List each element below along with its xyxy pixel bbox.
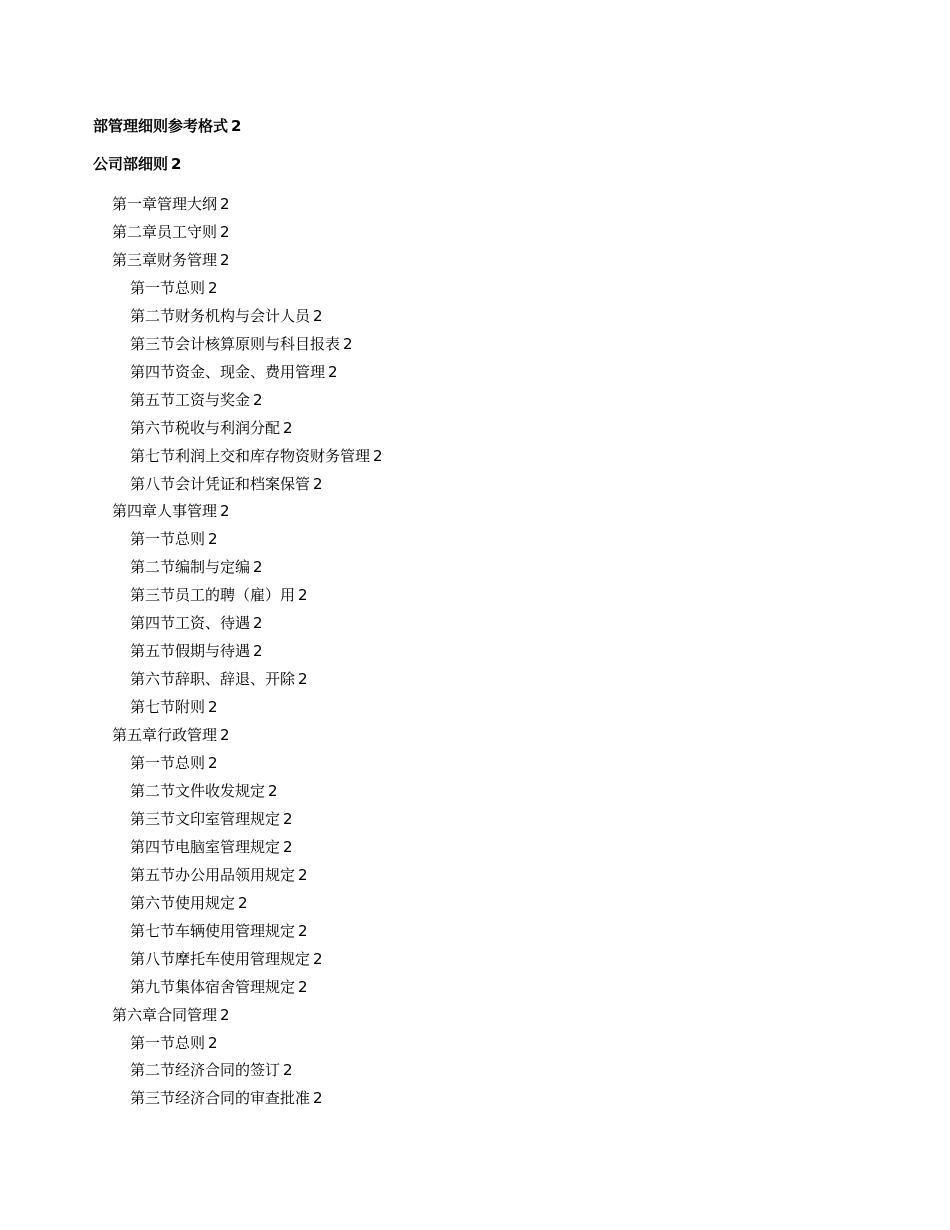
toc-page-number: 2	[220, 1005, 230, 1024]
toc-entry-level-3[interactable]	[130, 1033, 218, 1053]
toc-page-number: 2	[208, 278, 218, 297]
toc-entry-title: 第七节附则	[130, 698, 206, 717]
toc-entry-level-2[interactable]	[112, 1005, 230, 1025]
toc-page-number: 2	[220, 250, 230, 269]
toc-entry-level-3[interactable]	[130, 418, 293, 438]
toc-page-number: 2	[220, 222, 230, 241]
toc-entry-level-3[interactable]	[130, 446, 383, 466]
toc-entry-title: 第五章行政管理	[112, 726, 218, 745]
toc-entry-level-3[interactable]	[130, 977, 308, 997]
toc-page-number: 2	[238, 893, 248, 912]
toc-page-number: 2	[283, 418, 293, 437]
toc-entry-level-3[interactable]	[130, 1060, 293, 1080]
toc-entry-level-3[interactable]	[130, 753, 218, 773]
toc-entry-title: 第三章财务管理	[112, 250, 218, 269]
toc-page-number: 2	[373, 446, 383, 465]
toc-entry-title: 第一节总则	[130, 1033, 206, 1052]
toc-entry-level-3[interactable]	[130, 949, 323, 969]
toc-entry-level-3[interactable]	[130, 641, 263, 661]
toc-entry-level-3[interactable]	[130, 781, 278, 801]
toc-entry-title: 第四章人事管理	[112, 502, 218, 521]
toc-entry-level-3[interactable]	[130, 334, 353, 354]
toc-entry-title: 第八节会计凭证和档案保管	[130, 474, 311, 493]
toc-entry-level-3[interactable]	[130, 697, 218, 717]
toc-entry-level-3[interactable]	[130, 585, 308, 605]
toc-page-number: 2	[253, 390, 263, 409]
toc-page-number: 2	[298, 586, 308, 605]
toc-entry-level-1[interactable]	[93, 116, 241, 136]
toc-entry-title: 第四节资金、现金、费用管理	[130, 362, 326, 381]
toc-entry-level-3[interactable]	[130, 474, 323, 494]
toc-page-number: 2	[208, 698, 218, 717]
toc-page-number: 2	[171, 155, 182, 173]
toc-page-number: 2	[220, 502, 230, 521]
toc-entry-level-3[interactable]	[130, 557, 263, 577]
toc-entry-level-3[interactable]	[130, 837, 293, 857]
toc-entry-title: 第一节总则	[130, 530, 206, 549]
toc-page-number: 2	[298, 977, 308, 996]
toc-entry-title: 第一节总则	[130, 278, 206, 297]
toc-entry-title: 第四节工资、待遇	[130, 614, 251, 633]
toc-entry-title: 第六节税收与利润分配	[130, 418, 281, 437]
toc-page-number: 2	[343, 334, 353, 353]
toc-page-number: 2	[298, 670, 308, 689]
toc-entry-title: 第六节使用规定	[130, 893, 236, 912]
toc-entry-level-3[interactable]	[130, 390, 263, 410]
toc-page-number: 2	[298, 921, 308, 940]
toc-page-number: 2	[208, 754, 218, 772]
toc-entry-title: 第八节摩托车使用管理规定	[130, 949, 311, 968]
toc-entry-level-2[interactable]	[112, 250, 230, 270]
toc-page-number: 2	[283, 1061, 293, 1080]
toc-entry-title: 第三节文印室管理规定	[130, 809, 281, 828]
toc-page-number: 2	[220, 726, 230, 745]
toc-entry-level-1[interactable]	[93, 154, 181, 174]
toc-entry-level-3[interactable]	[130, 362, 338, 382]
toc-entry-title: 第六章合同管理	[112, 1005, 218, 1024]
toc-entry-title: 第一章管理大纲	[112, 195, 218, 213]
toc-entry-level-3[interactable]	[130, 613, 263, 633]
toc-page-number: 2	[313, 474, 323, 493]
toc-entry-title: 第六节辞职、辞退、开除	[130, 670, 296, 689]
toc-page-number: 2	[253, 558, 263, 577]
toc-entry-level-3[interactable]	[130, 893, 248, 913]
toc-page-number: 2	[298, 865, 308, 884]
toc-entry-level-3[interactable]	[130, 865, 308, 885]
toc-page-number: 2	[231, 117, 242, 135]
toc-page-number: 2	[313, 949, 323, 968]
toc-page-number: 2	[208, 1033, 218, 1052]
toc-entry-title: 第二节文件收发规定	[130, 781, 266, 800]
toc-entry-title: 第七节利润上交和库存物资财务管理	[130, 446, 371, 465]
toc-entry-level-2[interactable]	[112, 222, 230, 242]
toc-entry-title: 第三节会计核算原则与科目报表	[130, 334, 341, 353]
toc-entry-level-3[interactable]	[130, 1088, 323, 1108]
toc-entry-title: 第五节假期与待遇	[130, 642, 251, 661]
toc-entry-title: 部管理细则参考格式	[93, 117, 229, 135]
toc-page-number: 2	[313, 1089, 323, 1108]
toc-entry-level-3[interactable]	[130, 921, 308, 941]
toc-entry-title: 第五节工资与奖金	[130, 390, 251, 409]
toc-page-number: 2	[313, 306, 323, 325]
toc-entry-level-2[interactable]	[112, 194, 230, 214]
toc-page-number: 2	[208, 530, 218, 549]
toc-entry-title: 第五节办公用品领用规定	[130, 865, 296, 884]
toc-entry-level-2[interactable]	[112, 501, 230, 521]
toc-entry-level-3[interactable]	[130, 529, 218, 549]
toc-entry-level-3[interactable]	[130, 278, 218, 298]
toc-entry-title: 第二节编制与定编	[130, 558, 251, 577]
toc-entry-title: 第二章员工守则	[112, 222, 218, 241]
toc-entry-title: 第七节车辆使用管理规定	[130, 921, 296, 940]
toc-entry-title: 第一节总则	[130, 754, 206, 772]
toc-entry-level-3[interactable]	[130, 306, 323, 326]
toc-page-number: 2	[283, 809, 293, 828]
toc-page-number: 2	[220, 195, 230, 213]
toc-entry-title: 公司部细则	[93, 155, 169, 173]
toc-entry-title: 第三节经济合同的审查批准	[130, 1089, 311, 1108]
toc-entry-level-3[interactable]	[130, 809, 293, 829]
toc-page-number: 2	[253, 642, 263, 661]
toc-entry-title: 第九节集体宿舍管理规定	[130, 977, 296, 996]
toc-entry-title: 第二节经济合同的签订	[130, 1061, 281, 1080]
toc-page-number: 2	[283, 837, 293, 856]
toc-entry-level-2[interactable]	[112, 725, 230, 745]
toc-page-number: 2	[253, 614, 263, 633]
toc-page-number: 2	[268, 781, 278, 800]
toc-entry-level-3[interactable]	[130, 669, 308, 689]
toc-entry-title: 第三节员工的聘（雇）用	[130, 586, 296, 605]
toc-entry-title: 第四节电脑室管理规定	[130, 837, 281, 856]
toc-entry-title: 第二节财务机构与会计人员	[130, 306, 311, 325]
toc-page-number: 2	[328, 362, 338, 381]
